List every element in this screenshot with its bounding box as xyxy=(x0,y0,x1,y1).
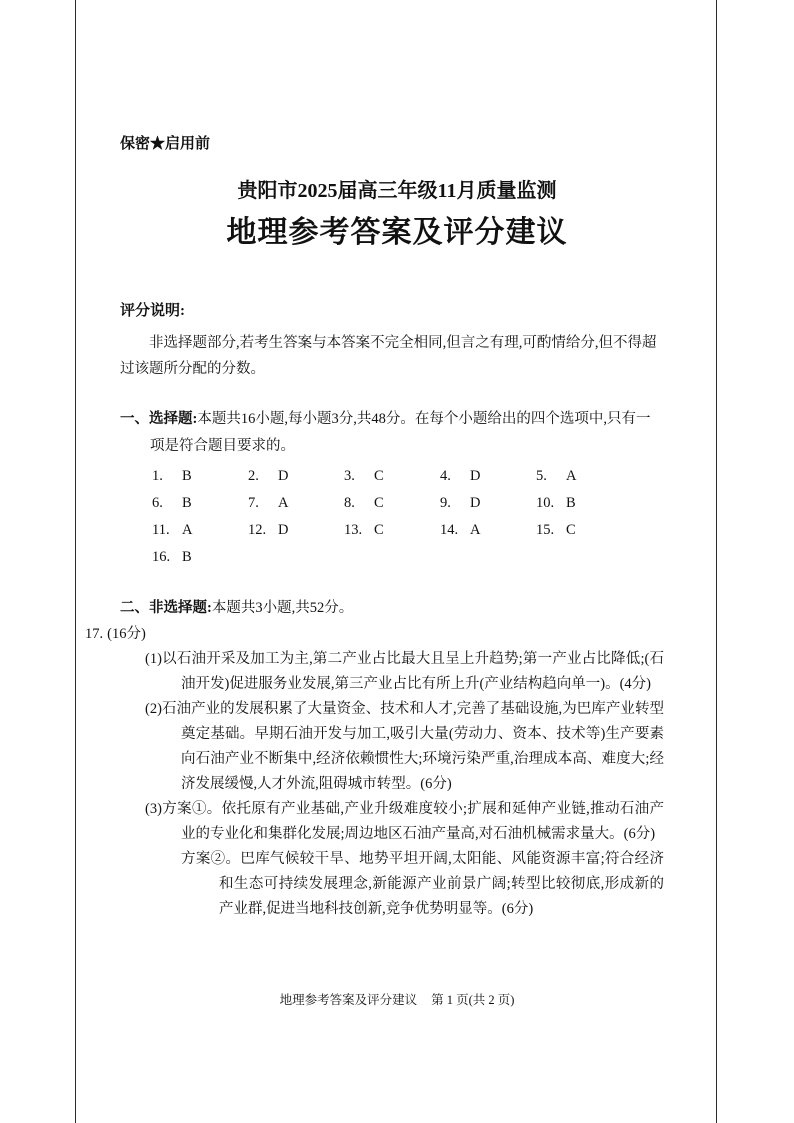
section-choice-desc: 本题共16小题,每小题3分,共48分。在每个小题给出的四个选项中,只有一项是符合题目要求的。 xyxy=(150,411,651,454)
answer-number: 15. xyxy=(536,522,555,538)
scoring-note-heading: 评分说明: xyxy=(120,303,185,319)
item-marker: (1) xyxy=(145,651,162,667)
q17-item-3-plan2: 方案②。巴库气候较干旱、地势平坦开阔,太阳能、风能资源丰富;符合经济和生态可持续发展理念,新能源产业前景广阔;转型比较彻底,形成新的产业群,促进当地科技创新,竞争优势明显等。(6分) xyxy=(181,851,664,917)
answer-number: 7. xyxy=(248,495,259,511)
answer-cell xyxy=(440,490,536,517)
section-nonchoice-desc: 本题共3小题,共52分。 xyxy=(211,600,354,616)
answer-letter: C xyxy=(374,495,384,511)
q17-item-2 xyxy=(145,697,664,797)
footer-doc-title: 地理参考答案及评分建议 xyxy=(279,993,418,1007)
q17-item-3 xyxy=(145,797,664,847)
answer-cell xyxy=(248,517,344,544)
answer-cell xyxy=(248,490,344,517)
answer-letter: A xyxy=(278,495,289,511)
answer-letter: C xyxy=(374,522,384,538)
answer-cell xyxy=(344,517,440,544)
section-choice-label: 一、选择题: xyxy=(120,411,198,427)
item-text: 以石油开采及加工为主,第二产业占比最大且呈上升趋势;第一产业占比降低;(石油开发)促进服务业发展,第三产业占比有所上升(产业结构趋向单一)。(4分) xyxy=(161,651,664,692)
answer-number: 1. xyxy=(152,468,163,484)
question-score: (16分) xyxy=(107,626,146,642)
item-marker: (3) xyxy=(145,801,162,817)
answer-letter: D xyxy=(470,495,481,511)
answer-number: 9. xyxy=(440,495,451,511)
answer-cell xyxy=(536,463,632,490)
exam-title: 贵阳市2025届高三年级11月质量监测 xyxy=(237,180,557,202)
answer-number: 8. xyxy=(344,495,355,511)
q17-item-1 xyxy=(145,647,664,697)
answer-letter: A xyxy=(566,468,577,484)
section-nonchoice-label: 二、非选择题: xyxy=(120,600,212,616)
answer-number: 14. xyxy=(440,522,459,538)
answer-letter: A xyxy=(182,522,193,538)
answer-letter: B xyxy=(566,495,576,511)
answer-cell xyxy=(536,490,632,517)
answer-cell xyxy=(536,517,632,544)
item-text: 石油产业的发展积累了大量资金、技术和人才,完善了基础设施,为巴库产业转型奠定基础。早期石油开发与加工,吸引大量(劳动力、资本、技术等)生产要素向石油产业不断集中,经济依赖惯性大;环境污染严重,治理成本高、难度大;经济发展缓慢,人才外流,阻碍城市转型。(6分) xyxy=(161,701,664,792)
answer-letter: B xyxy=(182,468,192,484)
answer-number: 6. xyxy=(152,495,163,511)
answer-number: 11. xyxy=(152,522,170,538)
answer-cell xyxy=(344,490,440,517)
answer-letter: C xyxy=(566,522,576,538)
security-notice: 保密★启用前 xyxy=(120,136,211,152)
answer-cell xyxy=(152,490,248,517)
answer-number: 3. xyxy=(344,468,355,484)
answer-letter: C xyxy=(374,468,384,484)
answer-number: 16. xyxy=(152,549,171,565)
scoring-note-body: 非选择题部分,若考生答案与本答案不完全相同,但言之有理,可酌情给分,但不得超过该题所分配的分数。 xyxy=(120,335,657,377)
footer-page-number: 第 1 页(共 2 页) xyxy=(431,993,515,1007)
answer-letter: A xyxy=(470,522,481,538)
item-marker: (2) xyxy=(145,701,162,717)
answer-number: 2. xyxy=(248,468,259,484)
section-nonchoice-heading xyxy=(120,595,664,622)
section-choice-heading xyxy=(120,406,664,460)
answer-letter: D xyxy=(470,468,481,484)
answer-cell xyxy=(440,463,536,490)
question-17-heading xyxy=(85,622,664,647)
answer-number: 13. xyxy=(344,522,363,538)
answer-cell xyxy=(344,463,440,490)
answer-letter: B xyxy=(182,549,192,565)
answer-letter: D xyxy=(278,522,289,538)
page-footer xyxy=(0,990,794,1008)
answer-cell xyxy=(440,517,536,544)
answer-cell xyxy=(152,463,248,490)
answer-number: 12. xyxy=(248,522,267,538)
answer-number: 4. xyxy=(440,468,451,484)
item-text: 方案①。依托原有产业基础,产业升级难度较小;扩展和延伸产业链,推动石油产业的专业化和集群化发展;周边地区石油产量高,对石油机械需求量大。(6分) xyxy=(161,801,664,842)
answer-letter: B xyxy=(182,495,192,511)
answer-cell xyxy=(248,463,344,490)
answer-number: 10. xyxy=(536,495,555,511)
choice-answer-grid xyxy=(152,463,664,571)
question-number: 17. xyxy=(85,626,104,642)
answer-cell xyxy=(152,517,248,544)
answer-number: 5. xyxy=(536,468,547,484)
document-title: 地理参考答案及评分建议 xyxy=(226,216,568,249)
answer-cell xyxy=(152,544,248,571)
answer-letter: D xyxy=(278,468,289,484)
